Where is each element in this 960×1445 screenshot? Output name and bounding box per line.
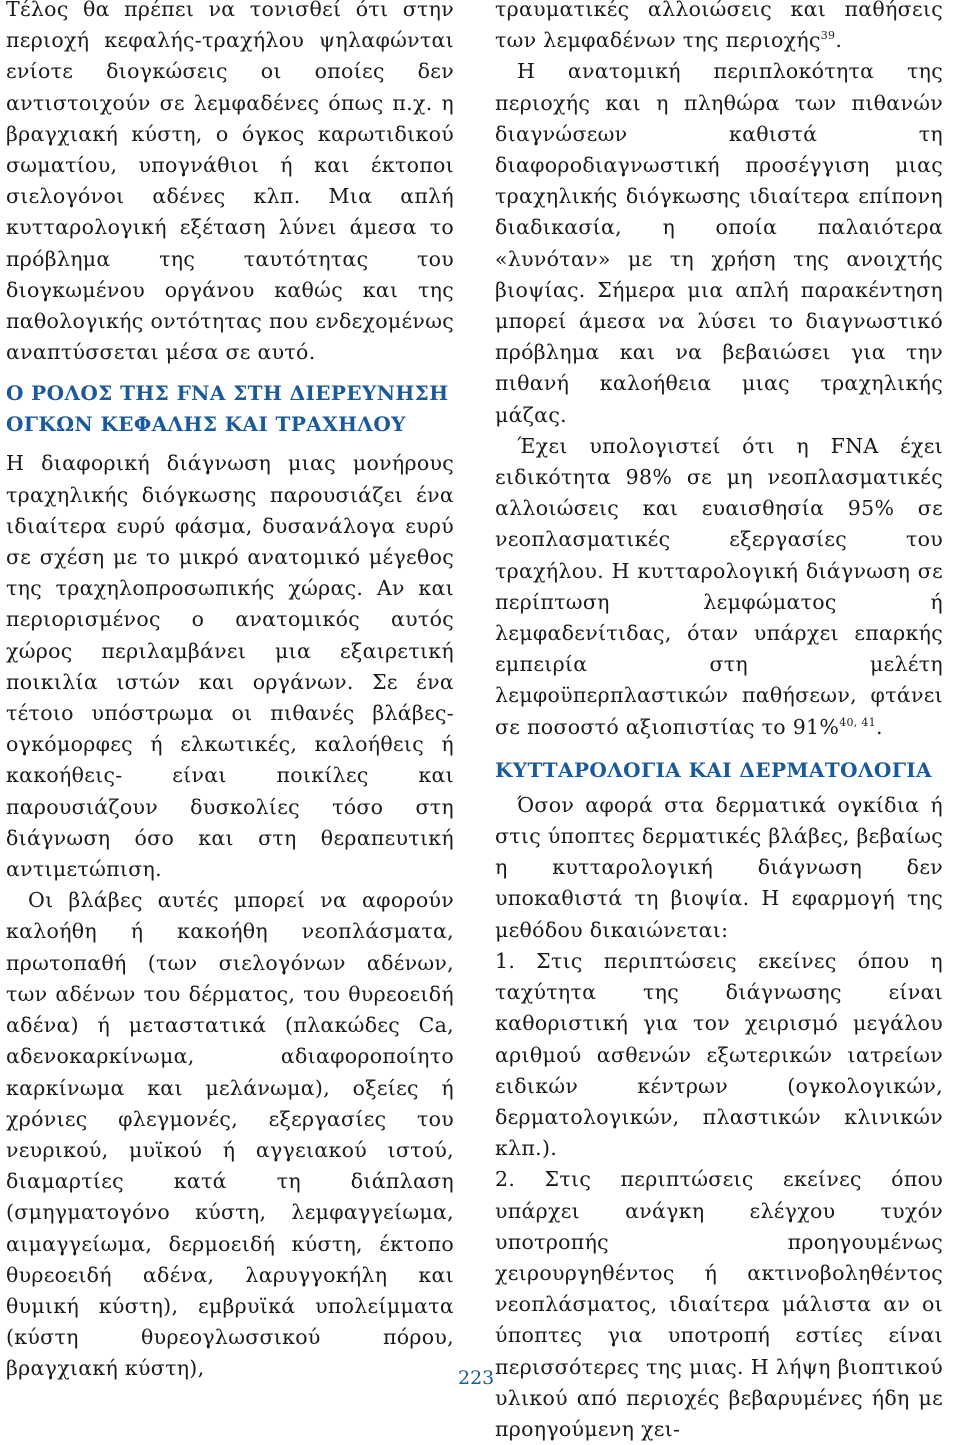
right-paragraph-1: τραυματικές αλλοιώσεις και παθήσεις των λεμφαδένων της περιοχής$^{39}$. xyxy=(495,0,943,53)
list-item-2: 2. Στις περιπτώσεις εκείνες όπου υπάρχει ανάγκη ελέγχου τυχόν υποτροπής προηγουμένως χειρουργηθέντος ή ακτινοβοληθέντος νεοπλάσματος, ιδιαίτερα μάλιστα αν οι ύποπτες για υποτροπή εστίες είναι περισσότερες της μιας. Η λήψη βιοπτικού υλικού από περιοχές βεβαρυμένες ήδη με προηγούμενη χει- xyxy=(495,1167,943,1441)
left-paragraph-1: Τέλος θα πρέπει να τονισθεί ότι στην περιοχή κεφαλής-τραχήλου ψηλαφώνται ενίοτε διογκώσεις οι οποίες δεν αντιστοιχούν σε λεμφαδένες όπως π.χ. η βραγχιακή κύστη, ο όγκος καρωτιδικού σωματίου, υπογνάθιοι ή και έκτοποι σιελογόνοι αδένες κλπ. Μια απλή κυτταρολογική εξέταση λύνει άμεσα το πρόβλημα της ταυτότητας του διογκωμένου οργάνου καθώς και της παθολογικής οντότητας που ενδεχομένως αναπτύσσεται μέσα σε αυτό. xyxy=(6,0,454,365)
reference-40-41: 40, 41 xyxy=(839,715,876,729)
left-paragraph-2: Η διαφορική διάγνωση μιας μονήρους τραχηλικής διόγκωσης παρουσιάζει ένα ιδιαίτερα ευρύ φάσμα, δυσανάλογα ευρύ σε σχέση με το μικρό ανατομικό μέγεθος της τραχηλοπροσωπικής χώρας. Αν και περιορισμένος ο ανατομικός αυτός χώρος περιλαμβάνει μια εξαιρετική ποικιλία ιστών και οργάνων. Σε ένα τέτοιο υπόστρωμα οι πιθανές βλάβες- ογκόμορφες ή ελκωτικές, καλοήθεις ή κακοήθεις- είναι ποικίλες και παρουσιάζουν δυσκολίες τόσο στη διάγνωση όσο και στη θεραπευτική αντιμετώπιση. xyxy=(6,451,454,882)
section-heading-fna: Ο ΡΟΛΟΣ ΤΗΣ FNA ΣΤΗ ΔΙΕΡΕΥΝΗΣΗ ΟΓΚΩΝ ΚΕΦΑΛΗΣ ΚΑΙ ΤΡΑΧΗΛΟΥ xyxy=(6,381,449,437)
right-paragraph-3: Έχει υπολογιστεί ότι η FNA έχει ειδικότητα 98% σε μη νεοπλασματικές αλλοιώσεις και ευαισθησία 95% σε νεοπλασματικές εξεργασίες του τραχήλου. Η κυτταρολογική διάγνωση σε περίπτωση λεμφώματος ή λεμφαδενίτιδας, όταν υπάρχει επαρκής εμπειρία στη μελέτη λεμφοϋπερπλαστικών παθήσεων, φτάνει σε ποσοστό αξιοπιστίας το 91%$^{40, 41}$. xyxy=(495,433,943,739)
right-paragraph-4: Όσον αφορά στα δερματικά ογκίδια ή στις ύποπτες δερματικές βλάβες, βεβαίως η κυτταρολογική διάγνωση δεν υποκαθιστά τη βιοψία. Η εφαρμογή της μεθόδου δικαιώνεται: xyxy=(495,792,943,942)
right-paragraph-2: Η ανατομική περιπλοκότητα της περιοχής και η πληθώρα των πιθανών διαγνώσεων καθιστά τη διαφοροδιαγνωστική προσέγγιση μιας τραχηλικής διόγκωσης ιδιαίτερα επίπονη διαδικασία, η οποία παλαιότερα «λυνόταν» με τη χρήση της ανοιχτής βιοψίας. Σήμερα μια απλή παρακέντηση μπορεί άμεσα να λύσει το διαγνωστικό πρόβλημα και να βεβαιώσει για την πιθανή καλοήθεια μιας τραχηλικής μάζας. xyxy=(495,59,943,427)
left-column xyxy=(6,0,454,1385)
page-number: 223 xyxy=(458,1367,495,1389)
section-heading-dermatology: ΚΥΤΤΑΡΟΛΟΓΙΑ ΚΑΙ ΔΕΡΜΑΤΟΛΟΓΙΑ xyxy=(495,757,932,782)
list-item-1: 1. Στις περιπτώσεις εκείνες όπου η ταχύτητα της διάγνωσης είναι καθοριστική για τον χειρισμό μεγάλου αριθμού ασθενών εξωτερικών ιατρείων ειδικών κέντρων (ογκολογικών, δερματολογικών, πλαστικών κλινικών κλπ.). xyxy=(495,948,943,1161)
right-column xyxy=(495,0,943,1445)
reference-39: 39 xyxy=(820,29,836,43)
left-paragraph-3: Οι βλάβες αυτές μπορεί να αφορούν καλοήθη ή κακοήθη νεοπλάσματα, πρωτοπαθή (των σιελογόνων αδένων, των αδένων του δέρματος, του θυρεοειδή αδένα) ή μεταστατικά (πλακώδες Ca, αδενοκαρκίνωμα, αδιαφοροποίητο καρκίνωμα και μελάνωμα), οξείες ή χρόνιες φλεγμονές, εξεργασίες του νευρικού, μυϊκού ή αγγειακού ιστού, διαμαρτίες κατά τη διάπλαση (σμηγματογόνο κύστη, λεμφαγγείωμα, αιμαγγείωμα, δερμοειδή κύστη, έκτοπο θυρεοειδή αδένα, λαρυγγοκήλη και θυμική κύστη), εμβρυϊκά υπολείμματα (κύστη θυρεογλωσσικού πόρου, βραγχιακή κύστη), xyxy=(6,888,454,1381)
